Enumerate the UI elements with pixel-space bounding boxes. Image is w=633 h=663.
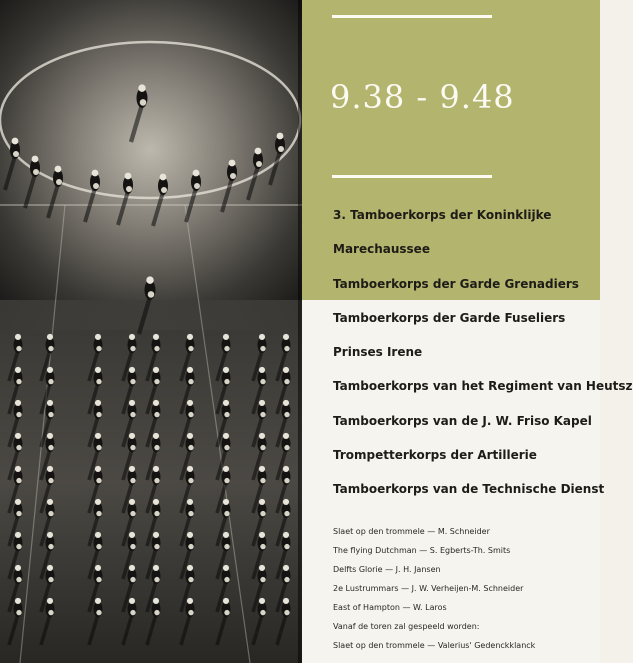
time-range: 9.38 - 9.48: [330, 78, 515, 116]
performer-item: Tamboerkorps der Garde Grenadiers: [333, 276, 579, 291]
program-line: Slaet op den trommele — M. Schneider: [333, 527, 490, 536]
tattoo-photograph: [0, 0, 302, 663]
program-line: Delfts Glorie — J. H. Jansen: [333, 565, 441, 574]
performer-item: Tamboerkorps van de Technische Dienst: [333, 482, 605, 497]
photo-drawing: [0, 0, 302, 663]
bottom-rule: [332, 175, 492, 178]
performer-item: Tamboerkorps der Garde Fuseliers: [333, 310, 566, 325]
performer-item: Trompetterkorps der Artillerie: [333, 448, 537, 463]
performer-item: Marechaussee: [333, 242, 430, 257]
performer-item: Tamboerkorps van het Regiment van Heutsz: [333, 379, 633, 394]
program-line: The flying Dutchman — S. Egberts-Th. Smits: [333, 546, 511, 555]
program-page: [302, 0, 633, 663]
performer-list: [333, 206, 633, 515]
performer-item: Prinses Irene: [333, 345, 423, 360]
performer-item: 3. Tamboerkorps der Koninklijke: [333, 208, 552, 222]
program-line: Slaet op den trommele — Valerius' Gedenckklanck: [333, 641, 536, 650]
performer-item: Tamboerkorps van de J. W. Friso Kapel: [333, 413, 592, 428]
top-rule: [332, 15, 492, 18]
program-line: Vanaf de toren zal gespeeld worden:: [333, 622, 480, 631]
music-program: [333, 527, 598, 660]
program-line: East of Hampton — W. Laros: [333, 603, 447, 612]
program-line: 2e Lustrummars — J. W. Verheijen-M. Schneider: [333, 584, 524, 593]
